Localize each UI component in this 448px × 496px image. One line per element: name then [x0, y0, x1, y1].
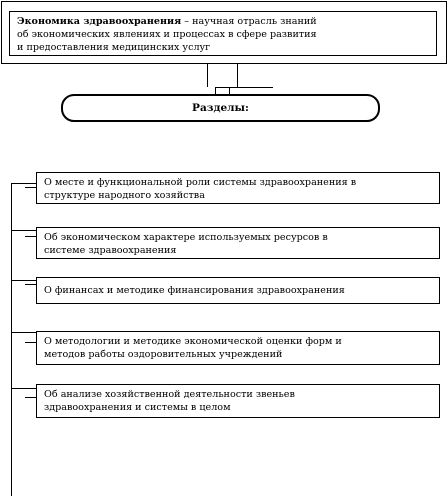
section-item-3-line-1: О финансах и методике финансирования здравоохранения [44, 285, 345, 296]
section-item-4-line-2: методов работы оздоровительных учреждений [44, 349, 283, 360]
definition-term: Экономика здравоохранения [17, 16, 182, 27]
section-item-2-line-2: системе здравоохранения [44, 245, 177, 256]
section-item-4 [36, 331, 440, 365]
section-item-5-line-1: Об анализе хозяйственной деятельности звеньев [44, 389, 295, 400]
definition-line-1 [17, 15, 430, 28]
connector-bar [215, 87, 273, 88]
section-item-3 [36, 277, 440, 304]
section-item-4-line-1: О методологии и методике экономической оценки форм и [44, 336, 342, 347]
item-connector-1b [25, 187, 36, 188]
item-connector-3b [25, 284, 36, 285]
item-connector-3 [11, 280, 36, 281]
item-connector-2b [25, 236, 36, 237]
sections-label: Разделы: [61, 94, 380, 122]
item-connector-4 [11, 332, 36, 333]
section-item-5 [36, 384, 440, 418]
item-connector-1 [11, 183, 36, 184]
section-item-1-line-1: О месте и функциональной роли системы здравоохранения в [44, 177, 357, 188]
section-item-1-line-2: структуре народного хозяйства [44, 190, 205, 201]
section-item-2-line-1: Об экономическом характере используемых ресурсов в [44, 232, 328, 243]
section-item-2 [36, 227, 440, 259]
section-item-5-line-2: здравоохранения и системы в целом [44, 402, 231, 413]
definition-box [9, 11, 437, 56]
definition-text: – научная отрасль знаний [181, 16, 317, 27]
definition-line-3: и предоставления медицинских услуг [17, 42, 211, 53]
item-connector-5 [11, 388, 36, 389]
item-connector-5b [25, 397, 36, 398]
connector-left [207, 64, 208, 87]
item-connector-2 [11, 230, 36, 231]
section-item-1 [36, 172, 440, 204]
connector-right [237, 64, 238, 87]
item-connector-4b [25, 342, 36, 343]
definition-line-2: об экономических явлениях и процессах в сфере развития [17, 29, 317, 40]
